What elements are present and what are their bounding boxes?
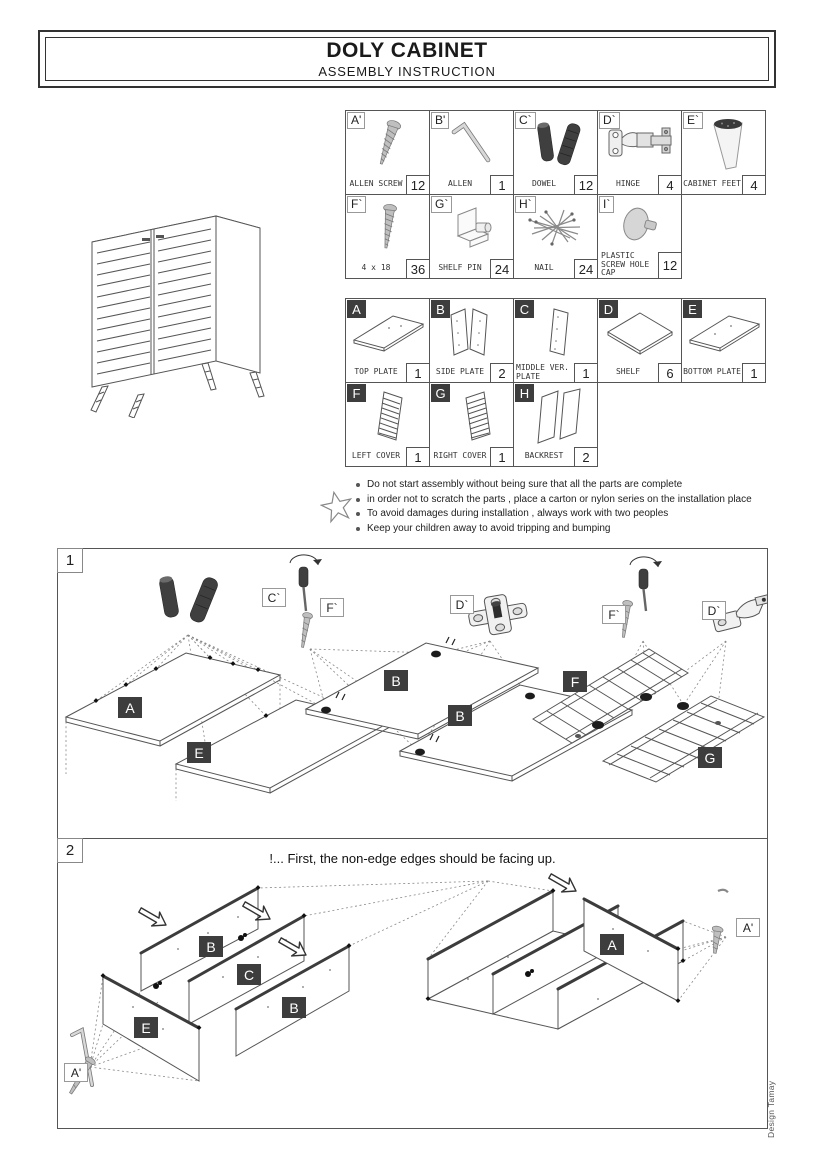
panel-e-badge: E	[134, 1017, 158, 1038]
hardware-table	[345, 110, 765, 278]
part-qty: 2	[490, 363, 513, 382]
screw-small-icon	[297, 612, 313, 648]
allen-screw-ref-tag-left: A'	[64, 1063, 88, 1082]
part-qty: 4	[658, 175, 681, 194]
part-qty: 12	[574, 175, 597, 194]
part-qty: 1	[574, 363, 597, 382]
part-qty: 12	[658, 252, 681, 278]
part-name: 4 x 18	[361, 263, 391, 273]
warning-item	[356, 507, 776, 522]
panel-b2-badge: B	[448, 705, 472, 726]
hardware-cell-nail	[513, 194, 598, 279]
part-id-badge: D	[599, 300, 618, 318]
part-name: SHELF	[615, 367, 641, 377]
hardware-cell-shelf-pin	[429, 194, 514, 279]
warning-text: To avoid damages during installation , always work with two peoples	[367, 508, 669, 519]
cabinet-overview-drawing	[80, 196, 280, 418]
hardware-cell-hinge	[597, 110, 682, 195]
step-2-panel	[57, 838, 768, 1129]
panel-cell-backrest	[513, 382, 598, 467]
part-qty: 24	[574, 259, 597, 278]
hardware-row-2	[345, 194, 765, 278]
bullet-dot-icon	[356, 483, 360, 487]
star-icon	[320, 490, 354, 524]
cabinet-icon	[80, 196, 280, 418]
panel-f-badge: F	[563, 671, 587, 692]
step-1-number: 1	[57, 548, 83, 573]
part-id-badge: G	[431, 384, 450, 402]
part-qty: 2	[574, 447, 597, 466]
part-id-label: I`	[599, 196, 614, 213]
panel-b1-badge: B	[384, 670, 408, 691]
part-name: SIDE PLATE	[435, 367, 485, 377]
step-2-diagram	[58, 839, 767, 1128]
part-id-badge: B	[431, 300, 450, 318]
panel-e-badge: E	[187, 742, 211, 763]
part-qty: 4	[742, 175, 765, 194]
panel-a-badge: A	[118, 697, 142, 718]
page-subtitle: ASSEMBLY INSTRUCTION	[318, 64, 496, 79]
title-inner-frame	[45, 37, 769, 81]
panel-cell-top-plate	[345, 298, 430, 383]
warning-text: in order not to scratch the parts , place a carton or nylon series on the installation place	[367, 493, 752, 505]
part-id-badge: C	[515, 300, 534, 318]
page-title: DOLY CABINET	[326, 39, 488, 62]
part-name: BACKREST	[524, 451, 564, 461]
part-id-label: B'	[431, 112, 449, 129]
part-qty: 1	[406, 363, 429, 382]
warning-item	[356, 493, 776, 508]
hardware-cell-hole-cap	[597, 194, 682, 279]
hardware-cell-allen-screw	[345, 110, 430, 195]
part-id-badge: E	[683, 300, 702, 318]
part-name: ALLEN	[447, 179, 473, 189]
part-name: HINGE	[615, 179, 641, 189]
panel-parts-table	[345, 298, 765, 466]
bullet-dot-icon	[356, 512, 360, 516]
allen-screw-icon-step2-right	[709, 889, 729, 954]
part-qty: 24	[490, 259, 513, 278]
warning-text: Do not start assembly without being sure that all the parts are complete	[367, 479, 683, 490]
screwdriver-icon	[290, 555, 322, 611]
warning-item	[356, 522, 776, 537]
part-qty: 6	[658, 363, 681, 382]
panel-c-badge: C	[237, 964, 261, 985]
hardware-cell-screw-4x18	[345, 194, 430, 279]
warning-item	[356, 478, 776, 493]
panel-row-1	[345, 298, 765, 382]
part-id-label: H`	[515, 196, 536, 213]
part-qty: 1	[406, 447, 429, 466]
part-name: CABINET FEET	[683, 179, 741, 189]
allen-screw-ref-tag-right: A'	[736, 918, 760, 937]
part-name: LEFT COVER	[351, 451, 401, 461]
part-id-label: A'	[347, 112, 365, 129]
part-qty: 1	[742, 363, 765, 382]
part-qty: 1	[490, 175, 513, 194]
step-2-caption: !... First, the non-edge edges should be facing up.	[269, 851, 556, 866]
designer-credit: Design Tamay	[766, 1080, 776, 1138]
warnings-list	[356, 478, 776, 536]
dowel-pair-icon	[158, 575, 219, 624]
bullet-dot-icon	[356, 527, 360, 531]
part-id-label: D`	[599, 112, 620, 129]
panel-b2-badge: B	[282, 997, 306, 1018]
warning-text: Keep your children away to avoid tripping and bumping	[367, 522, 611, 534]
title-box	[38, 30, 776, 88]
part-name: MIDDLE VER. PLATE	[516, 363, 569, 381]
hardware-cell-dowel	[513, 110, 598, 195]
part-qty: 12	[406, 175, 429, 194]
part-id-badge: H	[515, 384, 534, 402]
part-name: TOP PLATE	[354, 367, 398, 377]
bullet-dot-icon	[356, 498, 360, 502]
part-id-label: G`	[431, 196, 452, 213]
part-id-label: F`	[347, 196, 366, 213]
part-qty: 1	[490, 447, 513, 466]
panel-row-2	[345, 382, 765, 466]
part-id-label: C`	[515, 112, 536, 129]
part-name: BOTTOM PLATE	[683, 367, 741, 377]
part-id-badge: F	[347, 384, 366, 402]
part-id-badge: A	[347, 300, 366, 318]
screw-ref-tag-2: F`	[602, 605, 626, 624]
panel-cell-right-cover	[429, 382, 514, 467]
hinge-plate-icon	[466, 591, 530, 638]
part-name: PLASTIC SCREW HOLE CAP	[601, 252, 650, 278]
screw-ref-tag: F`	[320, 598, 344, 617]
part-qty: 36	[406, 259, 429, 278]
panel-cell-shelf	[597, 298, 682, 383]
panel-cell-left-cover	[345, 382, 430, 467]
hardware-cell-cabinet-feet	[681, 110, 766, 195]
step-1-diagram	[58, 549, 767, 838]
panel-cell-side-plate	[429, 298, 514, 383]
step-1-panel	[57, 548, 768, 839]
panel-cell-middle-plate	[513, 298, 598, 383]
hinge-ref-tag: D`	[450, 595, 474, 614]
dowel-ref-tag: C`	[262, 588, 286, 607]
panel-b1-badge: B	[199, 936, 223, 957]
step-2-number: 2	[57, 838, 83, 863]
hinge-ref-tag-2: D`	[702, 601, 726, 620]
panel-a-badge: A	[600, 934, 624, 955]
hardware-cell-allen	[429, 110, 514, 195]
part-name: ALLEN SCREW	[349, 179, 403, 189]
part-name: SHELF PIN	[438, 263, 482, 273]
hardware-row-1	[345, 110, 765, 194]
part-name: RIGHT COVER	[433, 451, 487, 461]
part-name: DOWEL	[531, 179, 557, 189]
screwdriver-icon-2	[630, 557, 662, 611]
panel-g-badge: G	[698, 747, 722, 768]
panel-cell-bottom-plate	[681, 298, 766, 383]
part-id-label: E`	[683, 112, 703, 129]
part-name: NAIL	[534, 263, 554, 273]
